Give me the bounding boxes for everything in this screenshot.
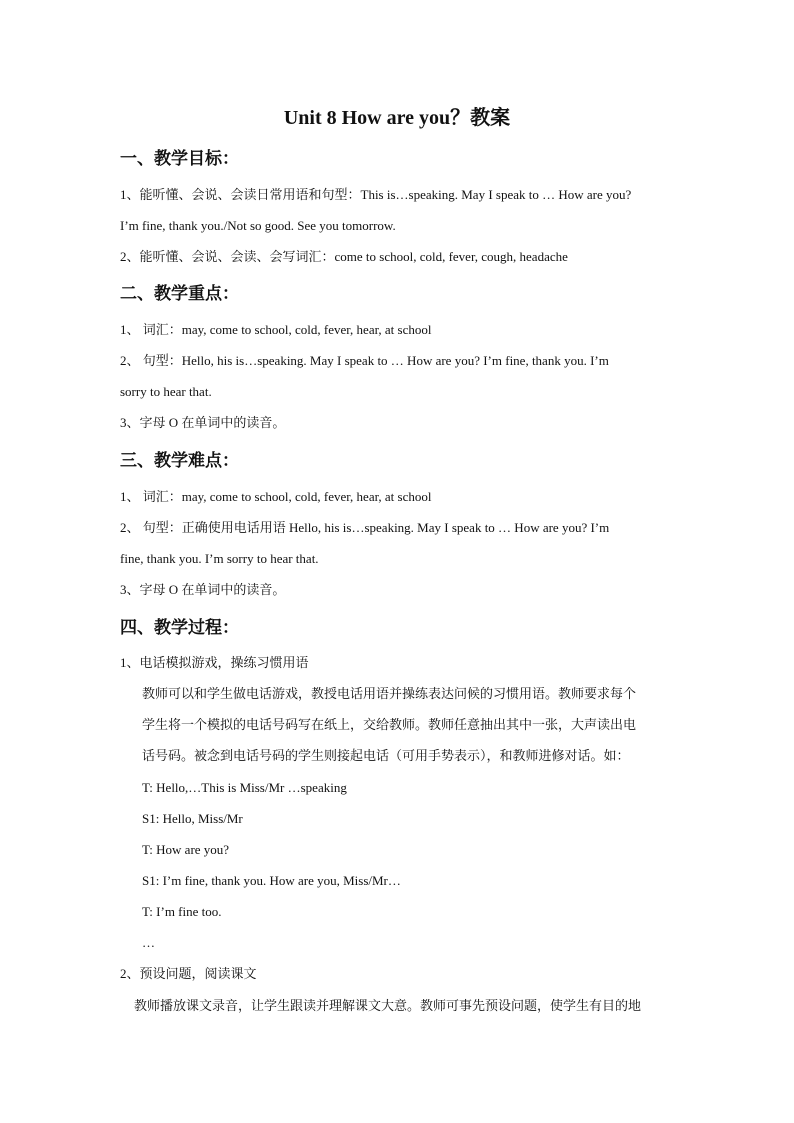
paragraph-line: 教师可以和学生做电话游戏，教授电话用语并操练表达问候的习惯用语。教师要求每个 [142,686,637,701]
dialogue-line: T: Hello,…This is Miss/Mr …speaking [142,780,347,795]
section-heading-key-points: 二、教学重点： [120,284,239,303]
paragraph-line: 1、能听懂、会说、会读日常用语和句型：This is…speaking. May I speak to … How are you? [120,187,632,202]
section-heading-difficulties: 三、教学难点： [120,451,239,470]
dialogue-line: … [142,935,155,950]
dialogue-line: T: How are you? [142,842,230,857]
paragraph-line: sorry to hear that. [120,384,212,399]
dialogue-line: S1: Hello, Miss/Mr [142,811,243,826]
paragraph-line: 2、预设问题，阅读课文 [120,966,257,981]
dialogue-line: S1: I’m fine, thank you. How are you, Miss/Mr… [142,873,401,888]
paragraph-line: I’m fine, thank you./Not so good. See you tomorrow. [120,218,396,233]
paragraph-line: 2、 句型：正确使用电话用语 Hello, his is…speaking. May I speak to … How are you? I’m [120,520,610,535]
paragraph-line: 1、电话模拟游戏，操练习惯用语 [120,655,309,670]
paragraph-line: 2、 句型：Hello, his is…speaking. May I speak to … How are you? I’m fine, thank you. I’m [120,353,609,368]
paragraph-line: 3、字母 O 在单词中的读音。 [120,582,286,597]
document-title: Unit 8 How are you？教案 [283,107,511,129]
section-heading-objectives: 一、教学目标： [120,149,239,168]
paragraph-line: fine, thank you. I’m sorry to hear that. [120,551,319,566]
dialogue-line: T: I’m fine too. [142,904,222,919]
paragraph-line: 教师播放课文录音，让学生跟读并理解课文大意。教师可事先预设问题，使学生有目的地 [134,998,642,1013]
paragraph-line: 1、 词汇：may, come to school, cold, fever, hear, at school [120,322,432,337]
paragraph-line: 学生将一个模拟的电话号码写在纸上，交给教师。教师任意抽出其中一张，大声读出电 [142,717,637,732]
paragraph-line: 话号码。被念到电话号码的学生则接起电话（可用手势表示），和教师进修对话。如： [142,748,630,763]
paragraph-line: 2、能听懂、会说、会读、会写词汇：come to school, cold, fever, cough, headache [120,249,568,264]
paragraph-line: 1、 词汇：may, come to school, cold, fever, hear, at school [120,489,432,504]
section-heading-procedure: 四、教学过程： [120,618,239,637]
paragraph-line: 3、字母 O 在单词中的读音。 [120,415,286,430]
